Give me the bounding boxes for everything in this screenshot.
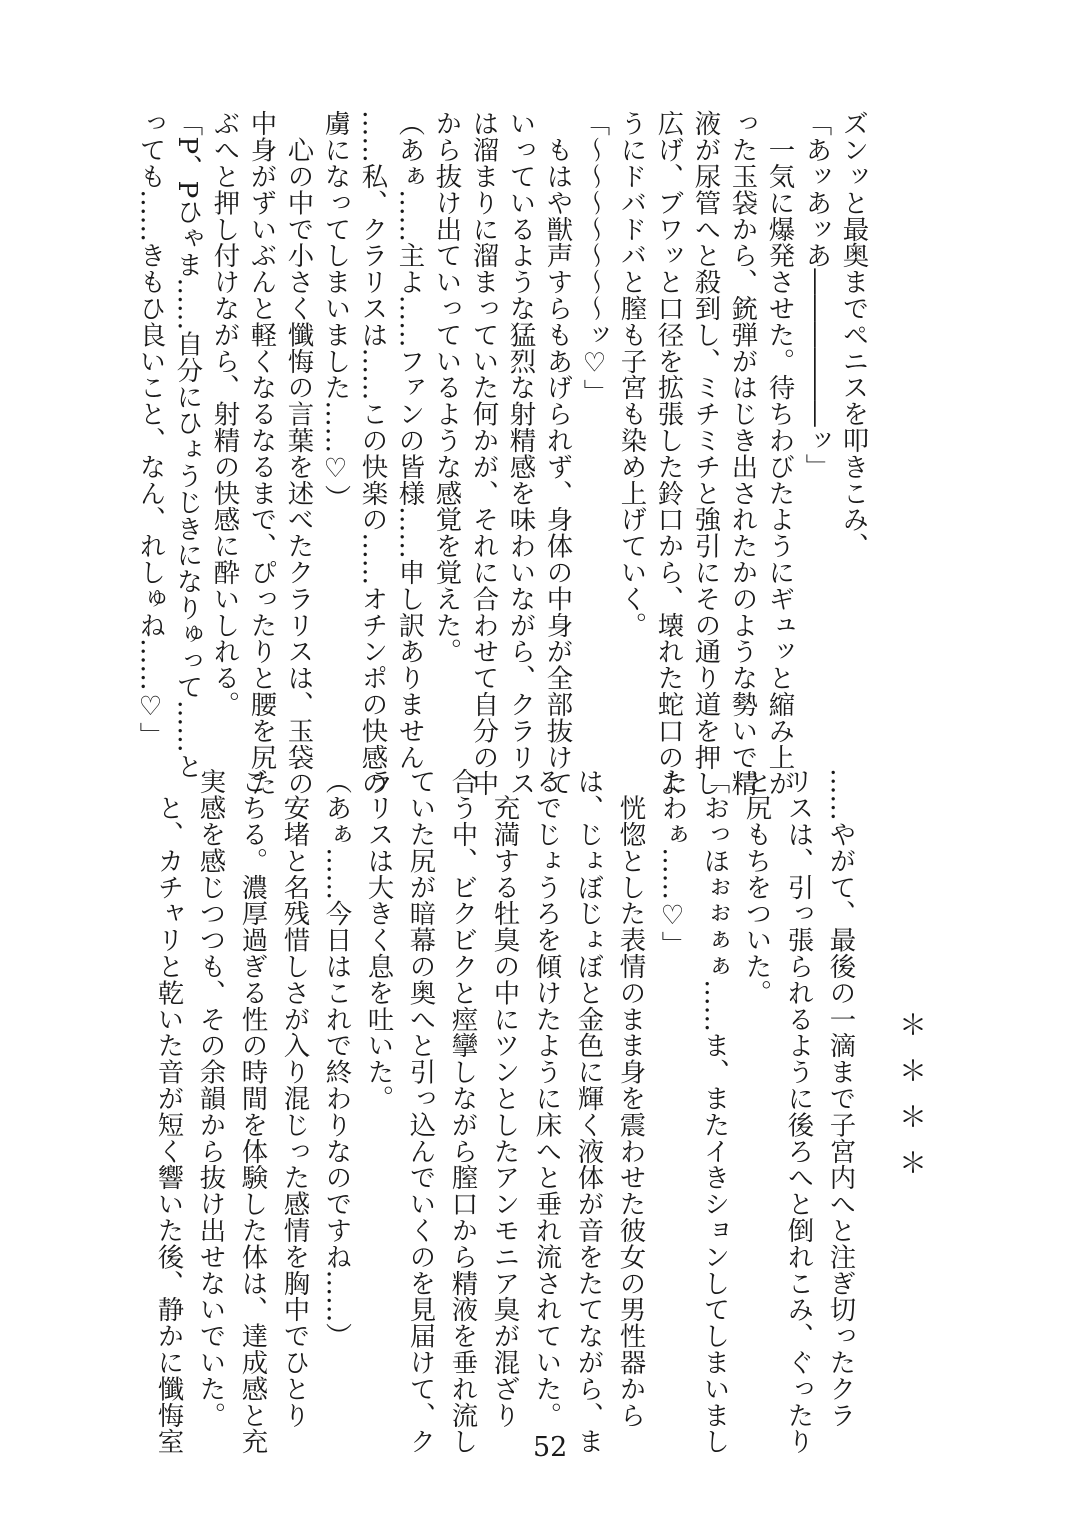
text-column: （あぁ……主よ……ファンの皆様……申し訳ありません	[394, 110, 425, 770]
text-column: いっているような猛烈な射精感を味わいながら、クラリス	[505, 110, 536, 797]
text-column: 実感を感じつつも、その余韻から抜け出せないでいた。	[195, 768, 226, 1428]
text-column: もはや獣声すらもあげられず、身体の中身が全部抜けて	[542, 110, 573, 797]
text-column: 液が尿管へと殺到し、ミチミチと強引にその通り道を押し	[690, 110, 721, 797]
text-column: ……私、クラリスは……この快楽の……オチンポの快感の	[357, 110, 388, 797]
text-column: 「P、Pひゃま……自分にひょうじきになりゅって……と	[172, 110, 203, 780]
text-column: っても……きもひ良いこと、なん、れしゅね……♡」	[135, 110, 166, 749]
text-column: 安堵と名残惜しさが入り混じった感情を胸中でひとり	[279, 768, 310, 1428]
text-column: った玉袋から、銃弾がはじき出されたかのような勢いで精	[727, 110, 758, 797]
text-column: 一気に爆発させた。待ちわびたようにギュッと縮み上が	[764, 110, 795, 797]
text-column: 恍惚とした表情のまま身を震わせた彼女の男性器から	[615, 768, 646, 1428]
text-column: リスは、引っ張られるように後ろへと倒れこみ、ぐったり	[783, 768, 814, 1455]
text-column: と、カチャリと乾いた音が短く響いた後、静かに懺悔室	[153, 768, 184, 1455]
text-column: ごちる。濃厚過ぎる性の時間を体験した体は、達成感と充	[237, 768, 268, 1455]
text-column: 「おっほぉぉぁぁ……ま、またイきションしてしまいまし	[699, 768, 730, 1455]
text-column: （あぁ……今日はこれで終わりなのですね……）	[321, 768, 352, 1349]
text-column: 虜になってしまいました……♡）	[320, 110, 351, 511]
text-column: から抜け出ていっているような感覚を覚えた。	[431, 110, 462, 665]
text-column: たわぁ……♡」	[657, 768, 688, 958]
text-column: 「～～～～～～～ッ♡」	[579, 110, 610, 405]
text-column: 充満する牡臭の中にツンとしたアンモニア臭が混ざり	[489, 768, 520, 1428]
text-column: 合う中、ビクビクと痙攣しながら膣口から精液を垂れ流し	[447, 768, 478, 1455]
text-column: ラリスは大きく息を吐いた。	[363, 768, 394, 1112]
text-column: は溜まりに溜まっていた何かが、それに合わせて自分の中	[468, 110, 499, 797]
text-column: ズンッと最奥までペニスを叩きこみ、	[838, 110, 869, 559]
page-number: 52	[533, 1432, 568, 1463]
text-column: 「あッあッあ――――――ッ」	[801, 110, 832, 480]
text-block-top	[132, 110, 872, 797]
text-column: 広げ、ブワッと口径を拡張した鈴口から、壊れた蛇口のよ	[653, 110, 684, 797]
text-column: 中身がずいぶんと軽くなるなるまで、ぴったりと腰を尻た	[246, 110, 277, 797]
text-column: ぶへと押し付けながら、射精の快感に酔いしれる。	[209, 110, 240, 718]
section-separator: ＊＊＊＊	[895, 1010, 928, 1194]
text-column: 心の中で小さく懺悔の言葉を述べたクラリスは、玉袋の	[283, 110, 314, 797]
text-column: と尻もちをついた。	[741, 768, 772, 1006]
text-column: うにドバドバと膣も子宮も染め上げていく。	[616, 110, 647, 638]
text-column: は、じょぼじょぼと金色に輝く液体が音をたてながら、ま	[573, 768, 604, 1455]
text-column: ていた尻が暗幕の奥へと引っ込んでいくのを見届けて、ク	[405, 768, 436, 1455]
text-column: ……やがて、最後の一滴まで子宮内へと注ぎ切ったクラ	[825, 768, 856, 1428]
text-column: るでじょうろを傾けたように床へと垂れ流されていた。	[531, 768, 562, 1428]
